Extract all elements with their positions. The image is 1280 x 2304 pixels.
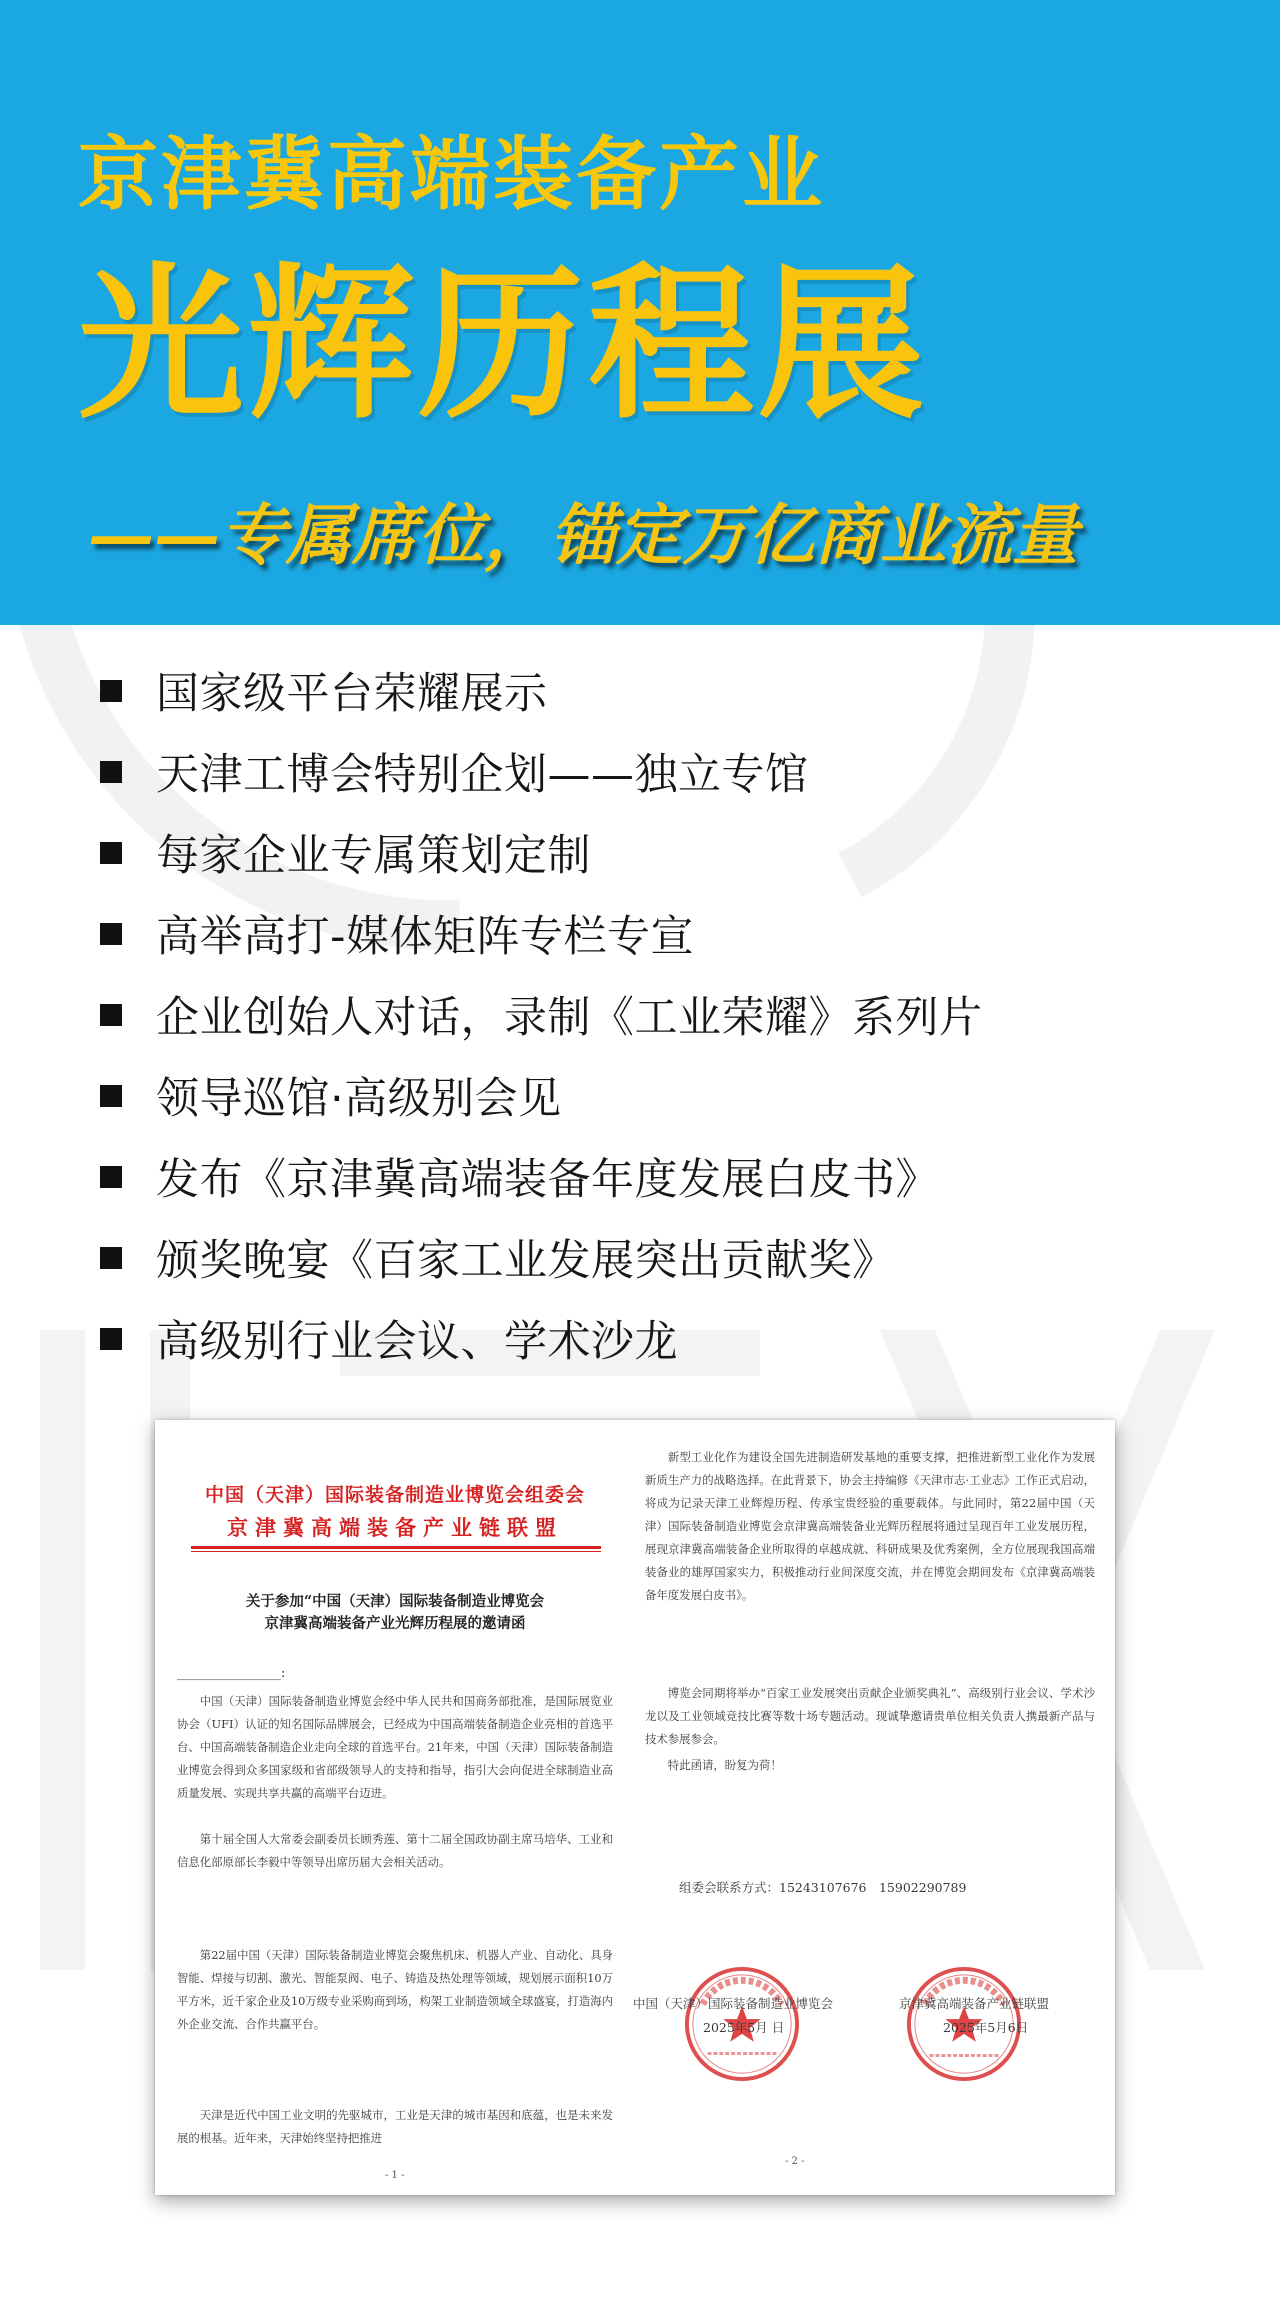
feature-text: 颁奖晚宴《百家工业发展突出贡献奖》 bbox=[156, 1236, 896, 1286]
banner-slogan: ——专属席位，锚定万亿商业流量 bbox=[88, 496, 1078, 574]
banner-title-line2: 光辉历程展 bbox=[78, 249, 928, 442]
feature-text: 高举高打-媒体矩阵专栏专宣 bbox=[156, 912, 695, 962]
letter-paragraph: 特此函请，盼复为荷！ bbox=[667, 1758, 782, 1772]
contact-info: 组委会联系方式：15243107676 15902290789 bbox=[679, 1880, 967, 1895]
feature-item bbox=[100, 893, 1220, 974]
header-banner bbox=[0, 0, 1280, 625]
feature-item bbox=[100, 974, 1220, 1055]
invitation-letter bbox=[155, 1420, 1115, 2195]
feature-item bbox=[100, 1055, 1220, 1136]
page-number: - 1 - bbox=[385, 2170, 405, 2181]
feature-text: 发布《京津冀高端装备年度发展白皮书》 bbox=[156, 1155, 939, 1205]
letter-paragraph: 中国（天津）国际装备制造业博览会经中华人民共和国商务部批准，是国际展览业协会（UFI）认证的知名国际品牌展会，已经成为中国高端装备制造企业亮相的首选平台、中国高端装备制造企业走向全球的首选平台。21年来，中国（天津）国际装备制造业博览会得到众多国家级和省部级领导人的支持和指导，指引大会向促进全球制造业高质量发展、实现共享共赢的高端平台迈进。 bbox=[177, 1694, 613, 1800]
page-number: - 2 - bbox=[785, 2156, 805, 2167]
letter-page-2 bbox=[635, 1420, 1115, 2195]
letter-heading-line2: 京津冀高端装备产业光辉历程展的邀请函 bbox=[264, 1615, 526, 1632]
square-bullet-icon bbox=[100, 1085, 122, 1107]
feature-item bbox=[100, 731, 1220, 812]
signatory-date: 2025年5月 日 bbox=[703, 2020, 785, 2035]
square-bullet-icon bbox=[100, 1004, 122, 1026]
square-bullet-icon bbox=[100, 1328, 122, 1350]
letter-paragraph: 新型工业化作为建设全国先进制造研发基地的重要支撑，把推进新型工业化作为发展新质生产力的战略选择。在此背景下，协会主持编修《天津市志·工业志》工作正式启动，将成为记录天津工业辉煌历程、传承宝贵经验的重要载体。与此同时，第22届中国（天津）国际装备制造业博览会京津冀高端装备业光辉历程展将通过呈现百年工业发展历程，展现京津冀高端装备企业所取得的卓越成就、科研成果及优秀案例，全方位展现我国高端装备业的雄厚国家实力，积极推动行业间深度交流，并在博览会期间发布《京津冀高端装备年度发展白皮书》。 bbox=[645, 1450, 1095, 1602]
letterhead-red-rule-thin bbox=[191, 1551, 601, 1552]
square-bullet-icon bbox=[100, 1166, 122, 1188]
letter-paragraph: 天津是近代中国工业文明的先驱城市，工业是天津的城市基因和底蕴，也是未来发展的根基。近年来，天津始终坚持把推进 bbox=[177, 2108, 613, 2145]
feature-text: 天津工博会特别企划——独立专馆 bbox=[156, 750, 809, 800]
signatory-date: 2025年5月6日 bbox=[943, 2020, 1029, 2035]
feature-text: 企业创始人对话，录制《工业荣耀》系列片 bbox=[156, 993, 983, 1043]
feature-item bbox=[100, 1298, 1220, 1379]
letter-paragraph: 第十届全国人大常委会副委员长顾秀莲、第十二届全国政协副主席马培华、工业和信息化部原部长李毅中等领导出席历届大会相关活动。 bbox=[177, 1832, 613, 1869]
feature-text: 每家企业专属策划定制 bbox=[156, 831, 591, 881]
feature-item bbox=[100, 1136, 1220, 1217]
letter-page-1 bbox=[155, 1420, 635, 2195]
banner-title-line1: 京津冀高端装备产业 bbox=[78, 128, 825, 221]
letterhead-org-2: 京津冀高端装备产业链联盟 bbox=[227, 1515, 563, 1540]
feature-text: 领导巡馆·高级别会见 bbox=[156, 1074, 562, 1124]
letter-salutation: ________________: bbox=[177, 1666, 286, 1681]
feature-list bbox=[100, 650, 1220, 1379]
square-bullet-icon bbox=[100, 680, 122, 702]
feature-item bbox=[100, 650, 1220, 731]
signatory-name: 中国（天津）国际装备制造业博览会 bbox=[633, 1996, 834, 2011]
letterhead-org-1: 中国（天津）国际装备制造业博览会组委会 bbox=[204, 1484, 585, 1506]
letterhead-red-rule bbox=[191, 1546, 601, 1549]
feature-text: 国家级平台荣耀展示 bbox=[156, 669, 548, 719]
feature-item bbox=[100, 1217, 1220, 1298]
letter-paragraph: 第22届中国（天津）国际装备制造业博览会聚焦机床、机器人产业、自动化、具身智能、焊接与切割、激光、智能泵阀、电子、铸造及热处理等领域，规划展示面积10万平方米，近千家企业及10万级专业采购商到场，构架工业制造领域全球盛宴，打造海内外企业交流、合作共赢平台。 bbox=[177, 1948, 613, 2031]
square-bullet-icon bbox=[100, 1247, 122, 1269]
feature-text: 高级别行业会议、学术沙龙 bbox=[156, 1317, 678, 1367]
letter-heading-line1: 关于参加“中国（天津）国际装备制造业博览会 bbox=[245, 1593, 545, 1610]
square-bullet-icon bbox=[100, 842, 122, 864]
square-bullet-icon bbox=[100, 761, 122, 783]
square-bullet-icon bbox=[100, 923, 122, 945]
feature-item bbox=[100, 812, 1220, 893]
signatory-name: 京津冀高端装备产业链联盟 bbox=[899, 1996, 1050, 2011]
letter-paragraph: 博览会同期将举办“百家工业发展突出贡献企业颁奖典礼”、高级别行业会议、学术沙龙以及工业领域竞技比赛等数十场专题活动。现诚挚邀请贵单位相关负责人携最新产品与技术参展参会。 bbox=[645, 1686, 1095, 1746]
